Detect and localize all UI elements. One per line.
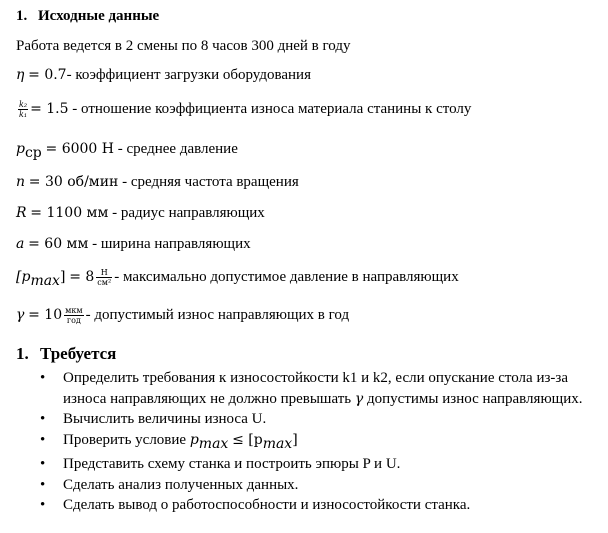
list-item: • Проверить условие $p_{max} \le [p_{max}]$ bbox=[40, 431, 298, 452]
param-gamma: γ = 10 $\frac{\text{мкм}}{\text{год}}$ - допустимый износ направляющих в год bbox=[16, 306, 350, 325]
p-max-unit-fraction: $\frac{Н}{\text{см²}}$ bbox=[97, 268, 112, 287]
bullet-icon: • bbox=[40, 370, 46, 386]
list-item: • Представить схему станка и построить эпюры P и U. bbox=[40, 454, 606, 475]
section-number: 1. bbox=[16, 8, 28, 24]
param-p-avg: $p_{ср} = 6000$ Н - среднее давление bbox=[16, 141, 238, 161]
param-a: a = 60 мм - ширина направляющих bbox=[16, 236, 251, 252]
intro-line: Работа ведется в 2 смены по 8 часов 300 дней в году bbox=[16, 38, 351, 54]
section-heading-required bbox=[16, 344, 116, 364]
bullet-icon: • bbox=[40, 411, 46, 427]
param-p-max: $[p_{max}] = 8$ $\frac{Н}{\text{см²}}$ - максимально допустимое давление в направляющих bbox=[16, 268, 459, 289]
gamma-unit-fraction: $\frac{\text{мкм}}{\text{год}}$ bbox=[65, 306, 83, 325]
bullet-icon: • bbox=[40, 476, 46, 493]
bullet-icon: • bbox=[40, 431, 46, 448]
param-n: n = 30 об/мин - средняя частота вращения bbox=[16, 174, 299, 190]
list-item: • Сделать вывод о работоспособности и износостойкости станка. bbox=[40, 495, 606, 516]
section-title: Исходные данные bbox=[38, 8, 160, 24]
bullet-icon: • bbox=[40, 497, 46, 513]
param-eta: η = 0.7- коэффициент загрузки оборудования bbox=[16, 67, 311, 83]
list-item: • Вычислить величины износа U. bbox=[40, 409, 606, 430]
bullet-icon: • bbox=[40, 456, 46, 472]
list-item: • Сделать анализ полученных данных. bbox=[40, 475, 606, 496]
param-R: R = 1100 мм - радиус направляющих bbox=[16, 205, 265, 221]
k-ratio-fraction: $\frac{\text{k₂}}{\text{k₁}}$ bbox=[19, 100, 28, 119]
section-heading-initial-data bbox=[16, 8, 159, 25]
task-list bbox=[40, 368, 606, 516]
section-title: Требуется bbox=[40, 344, 117, 363]
list-item: • Определить требования к износостойкости k1 и k2, если опускание стола из-за износа направляющих не должно превышать γ допустимы износ направляющих. bbox=[40, 370, 583, 407]
param-k-ratio: $\frac{\text{k₂}}{\text{k₁}}$ = 1.5 - отношение коэффициента износа материала станины к столу bbox=[19, 100, 472, 119]
section-number: 1. bbox=[16, 344, 29, 363]
